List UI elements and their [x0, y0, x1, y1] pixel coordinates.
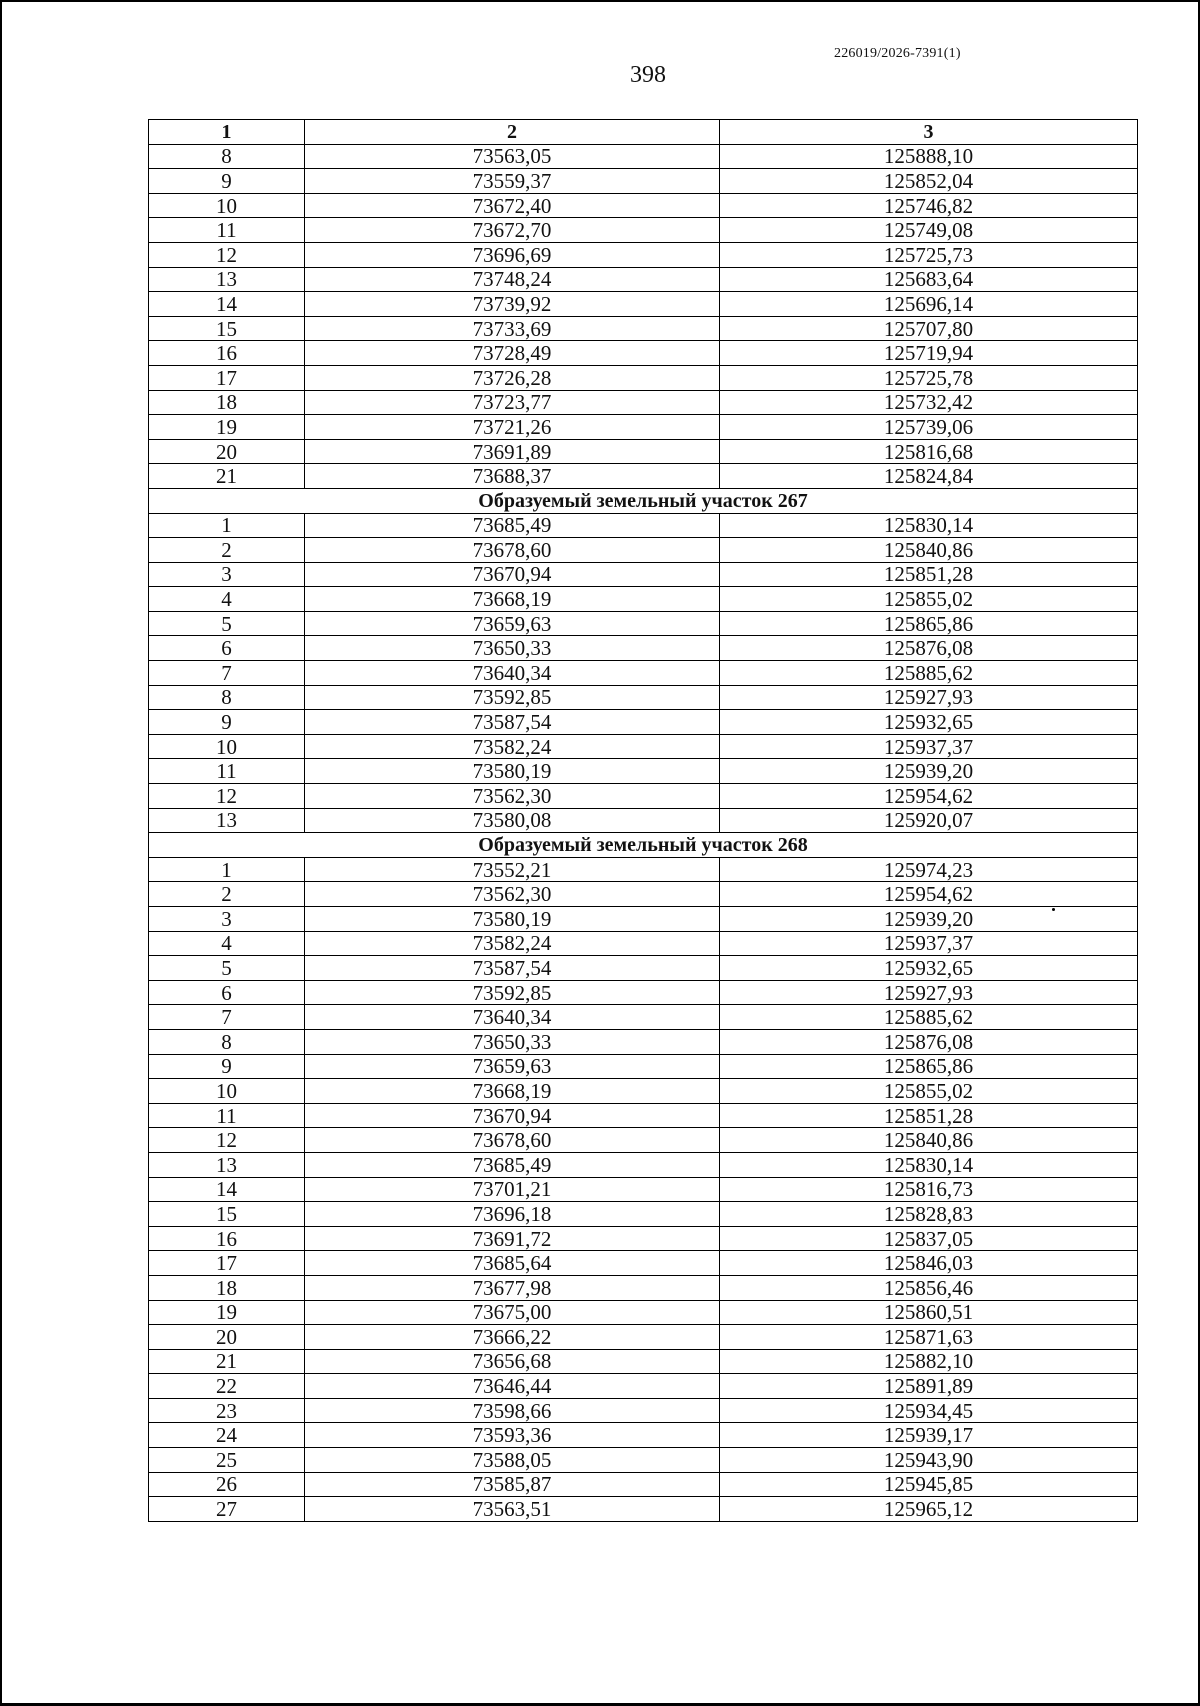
- x-coordinate-cell: 73696,18: [305, 1202, 720, 1227]
- x-coordinate-cell: 73691,72: [305, 1226, 720, 1251]
- table-row: [149, 636, 1138, 661]
- x-coordinate-cell: 73733,69: [305, 316, 720, 341]
- y-coordinate-cell: 125888,10: [720, 144, 1138, 169]
- table-row: [149, 1300, 1138, 1325]
- table-row: [149, 784, 1138, 809]
- x-coordinate-cell: 73552,21: [305, 857, 720, 882]
- x-coordinate-cell: 73670,94: [305, 1103, 720, 1128]
- table-row: [149, 857, 1138, 882]
- x-coordinate-cell: 73562,30: [305, 784, 720, 809]
- point-number-cell: 10: [149, 193, 305, 218]
- y-coordinate-cell: 125860,51: [720, 1300, 1138, 1325]
- table-row: [149, 316, 1138, 341]
- table-row: [149, 1005, 1138, 1030]
- x-coordinate-cell: 73646,44: [305, 1374, 720, 1399]
- point-number-cell: 25: [149, 1448, 305, 1473]
- scan-speck: [1052, 908, 1055, 911]
- y-coordinate-cell: 125885,62: [720, 1005, 1138, 1030]
- point-number-cell: 17: [149, 1251, 305, 1276]
- point-number-cell: 11: [149, 218, 305, 243]
- table-row: [149, 685, 1138, 710]
- point-number-cell: 6: [149, 636, 305, 661]
- x-coordinate-cell: 73666,22: [305, 1325, 720, 1350]
- y-coordinate-cell: 125746,82: [720, 193, 1138, 218]
- table-row: [149, 661, 1138, 686]
- coordinates-table-body: [149, 120, 1138, 1522]
- table-row: [149, 1423, 1138, 1448]
- table-row: [149, 931, 1138, 956]
- x-coordinate-cell: 73640,34: [305, 1005, 720, 1030]
- point-number-cell: 8: [149, 1029, 305, 1054]
- table-row: [149, 1349, 1138, 1374]
- table-row: [149, 611, 1138, 636]
- y-coordinate-cell: 125932,65: [720, 956, 1138, 981]
- y-coordinate-cell: 125891,89: [720, 1374, 1138, 1399]
- x-coordinate-cell: 73563,51: [305, 1497, 720, 1522]
- point-number-cell: 16: [149, 1226, 305, 1251]
- point-number-cell: 19: [149, 415, 305, 440]
- table-row: [149, 267, 1138, 292]
- point-number-cell: 17: [149, 365, 305, 390]
- y-coordinate-cell: 125851,28: [720, 1103, 1138, 1128]
- y-coordinate-cell: 125945,85: [720, 1472, 1138, 1497]
- table-row: [149, 1054, 1138, 1079]
- section-title: Образуемый земельный участок 268: [149, 833, 1138, 858]
- x-coordinate-cell: 73701,21: [305, 1177, 720, 1202]
- x-coordinate-cell: 73592,85: [305, 980, 720, 1005]
- document-code: 226019/2026-7391(1): [834, 46, 961, 61]
- y-coordinate-cell: 125937,37: [720, 931, 1138, 956]
- table-row: [149, 169, 1138, 194]
- x-coordinate-cell: 73672,40: [305, 193, 720, 218]
- point-number-cell: 27: [149, 1497, 305, 1522]
- table-row: [149, 1398, 1138, 1423]
- y-coordinate-cell: 125837,05: [720, 1226, 1138, 1251]
- point-number-cell: 15: [149, 1202, 305, 1227]
- x-coordinate-cell: 73580,19: [305, 759, 720, 784]
- x-coordinate-cell: 73675,00: [305, 1300, 720, 1325]
- x-coordinate-cell: 73650,33: [305, 1029, 720, 1054]
- table-row: [149, 218, 1138, 243]
- point-number-cell: 5: [149, 956, 305, 981]
- table-row: [149, 439, 1138, 464]
- x-coordinate-cell: 73580,19: [305, 907, 720, 932]
- x-coordinate-cell: 73678,60: [305, 1128, 720, 1153]
- y-coordinate-cell: 125954,62: [720, 784, 1138, 809]
- table-row: [149, 1374, 1138, 1399]
- table-row: [149, 882, 1138, 907]
- point-number-cell: 16: [149, 341, 305, 366]
- table-row: [149, 808, 1138, 833]
- table-row: [149, 1325, 1138, 1350]
- y-coordinate-cell: 125816,73: [720, 1177, 1138, 1202]
- y-coordinate-cell: 125920,07: [720, 808, 1138, 833]
- table-row: [149, 1103, 1138, 1128]
- y-coordinate-cell: 125830,14: [720, 513, 1138, 538]
- y-coordinate-cell: 125855,02: [720, 587, 1138, 612]
- x-coordinate-cell: 73563,05: [305, 144, 720, 169]
- point-number-cell: 12: [149, 242, 305, 267]
- table-row: [149, 1029, 1138, 1054]
- x-coordinate-cell: 73723,77: [305, 390, 720, 415]
- point-number-cell: 13: [149, 267, 305, 292]
- x-coordinate-cell: 73688,37: [305, 464, 720, 489]
- table-row: [149, 587, 1138, 612]
- y-coordinate-cell: 125885,62: [720, 661, 1138, 686]
- table-row: [149, 1226, 1138, 1251]
- point-number-cell: 18: [149, 1275, 305, 1300]
- y-coordinate-cell: 125939,20: [720, 759, 1138, 784]
- x-coordinate-cell: 73685,49: [305, 1152, 720, 1177]
- table-row: [149, 1275, 1138, 1300]
- y-coordinate-cell: 125927,93: [720, 980, 1138, 1005]
- table-row: [149, 390, 1138, 415]
- point-number-cell: 2: [149, 882, 305, 907]
- x-coordinate-cell: 73672,70: [305, 218, 720, 243]
- table-row: [149, 1497, 1138, 1522]
- x-coordinate-cell: 73685,64: [305, 1251, 720, 1276]
- section-header-row: [149, 833, 1138, 858]
- y-coordinate-cell: 125739,06: [720, 415, 1138, 440]
- table-row: [149, 365, 1138, 390]
- y-coordinate-cell: 125725,73: [720, 242, 1138, 267]
- table-row: [149, 464, 1138, 489]
- y-coordinate-cell: 125719,94: [720, 341, 1138, 366]
- x-coordinate-cell: 73588,05: [305, 1448, 720, 1473]
- y-coordinate-cell: 125974,23: [720, 857, 1138, 882]
- point-number-cell: 7: [149, 661, 305, 686]
- y-coordinate-cell: 125939,20: [720, 907, 1138, 932]
- table-row: [149, 1177, 1138, 1202]
- point-number-cell: 1: [149, 857, 305, 882]
- page-number: 398: [630, 62, 666, 88]
- point-number-cell: 9: [149, 710, 305, 735]
- y-coordinate-cell: 125830,14: [720, 1152, 1138, 1177]
- table-row: [149, 144, 1138, 169]
- table-row: [149, 193, 1138, 218]
- y-coordinate-cell: 125828,83: [720, 1202, 1138, 1227]
- point-number-cell: 10: [149, 1079, 305, 1104]
- point-number-cell: 20: [149, 439, 305, 464]
- x-coordinate-cell: 73691,89: [305, 439, 720, 464]
- point-number-cell: 20: [149, 1325, 305, 1350]
- page-border-top: [0, 0, 1200, 2]
- table-row: [149, 1251, 1138, 1276]
- table-row: [149, 1152, 1138, 1177]
- point-number-cell: 4: [149, 587, 305, 612]
- y-coordinate-cell: 125927,93: [720, 685, 1138, 710]
- coordinates-table: [148, 119, 1138, 1522]
- x-coordinate-cell: 73696,69: [305, 242, 720, 267]
- point-number-cell: 21: [149, 464, 305, 489]
- y-coordinate-cell: 125871,63: [720, 1325, 1138, 1350]
- point-number-cell: 12: [149, 784, 305, 809]
- column-header-3: 3: [720, 120, 1138, 145]
- point-number-cell: 11: [149, 1103, 305, 1128]
- y-coordinate-cell: 125856,46: [720, 1275, 1138, 1300]
- x-coordinate-cell: 73668,19: [305, 587, 720, 612]
- table-row: [149, 907, 1138, 932]
- table-row: [149, 1128, 1138, 1153]
- x-coordinate-cell: 73670,94: [305, 562, 720, 587]
- x-coordinate-cell: 73685,49: [305, 513, 720, 538]
- point-number-cell: 22: [149, 1374, 305, 1399]
- y-coordinate-cell: 125840,86: [720, 1128, 1138, 1153]
- table-row: [149, 759, 1138, 784]
- x-coordinate-cell: 73678,60: [305, 538, 720, 563]
- table-row: [149, 415, 1138, 440]
- x-coordinate-cell: 73677,98: [305, 1275, 720, 1300]
- point-number-cell: 10: [149, 734, 305, 759]
- x-coordinate-cell: 73587,54: [305, 710, 720, 735]
- y-coordinate-cell: 125876,08: [720, 636, 1138, 661]
- table-row: [149, 341, 1138, 366]
- y-coordinate-cell: 125749,08: [720, 218, 1138, 243]
- y-coordinate-cell: 125855,02: [720, 1079, 1138, 1104]
- x-coordinate-cell: 73656,68: [305, 1349, 720, 1374]
- y-coordinate-cell: 125965,12: [720, 1497, 1138, 1522]
- y-coordinate-cell: 125851,28: [720, 562, 1138, 587]
- y-coordinate-cell: 125725,78: [720, 365, 1138, 390]
- y-coordinate-cell: 125932,65: [720, 710, 1138, 735]
- table-row: [149, 1079, 1138, 1104]
- point-number-cell: 8: [149, 144, 305, 169]
- y-coordinate-cell: 125852,04: [720, 169, 1138, 194]
- x-coordinate-cell: 73659,63: [305, 611, 720, 636]
- y-coordinate-cell: 125943,90: [720, 1448, 1138, 1473]
- table-row: [149, 734, 1138, 759]
- y-coordinate-cell: 125824,84: [720, 464, 1138, 489]
- y-coordinate-cell: 125732,42: [720, 390, 1138, 415]
- point-number-cell: 7: [149, 1005, 305, 1030]
- table-row: [149, 710, 1138, 735]
- point-number-cell: 24: [149, 1423, 305, 1448]
- table-row: [149, 562, 1138, 587]
- point-number-cell: 13: [149, 1152, 305, 1177]
- x-coordinate-cell: 73640,34: [305, 661, 720, 686]
- table-row: [149, 1202, 1138, 1227]
- point-number-cell: 3: [149, 907, 305, 932]
- point-number-cell: 9: [149, 1054, 305, 1079]
- x-coordinate-cell: 73748,24: [305, 267, 720, 292]
- x-coordinate-cell: 73598,66: [305, 1398, 720, 1423]
- y-coordinate-cell: 125846,03: [720, 1251, 1138, 1276]
- table-row: [149, 956, 1138, 981]
- table-row: [149, 538, 1138, 563]
- point-number-cell: 9: [149, 169, 305, 194]
- y-coordinate-cell: 125882,10: [720, 1349, 1138, 1374]
- x-coordinate-cell: 73582,24: [305, 931, 720, 956]
- y-coordinate-cell: 125816,68: [720, 439, 1138, 464]
- y-coordinate-cell: 125696,14: [720, 292, 1138, 317]
- x-coordinate-cell: 73592,85: [305, 685, 720, 710]
- point-number-cell: 11: [149, 759, 305, 784]
- point-number-cell: 12: [149, 1128, 305, 1153]
- table-row: [149, 1472, 1138, 1497]
- section-header-row: [149, 488, 1138, 513]
- y-coordinate-cell: 125865,86: [720, 1054, 1138, 1079]
- point-number-cell: 26: [149, 1472, 305, 1497]
- x-coordinate-cell: 73562,30: [305, 882, 720, 907]
- table-row: [149, 242, 1138, 267]
- column-header-1: 1: [149, 120, 305, 145]
- x-coordinate-cell: 73668,19: [305, 1079, 720, 1104]
- section-title: Образуемый земельный участок 267: [149, 488, 1138, 513]
- y-coordinate-cell: 125865,86: [720, 611, 1138, 636]
- point-number-cell: 13: [149, 808, 305, 833]
- table-row: [149, 980, 1138, 1005]
- point-number-cell: 6: [149, 980, 305, 1005]
- x-coordinate-cell: 73728,49: [305, 341, 720, 366]
- x-coordinate-cell: 73585,87: [305, 1472, 720, 1497]
- point-number-cell: 2: [149, 538, 305, 563]
- table-row: [149, 292, 1138, 317]
- x-coordinate-cell: 73593,36: [305, 1423, 720, 1448]
- point-number-cell: 23: [149, 1398, 305, 1423]
- x-coordinate-cell: 73587,54: [305, 956, 720, 981]
- y-coordinate-cell: 125934,45: [720, 1398, 1138, 1423]
- point-number-cell: 21: [149, 1349, 305, 1374]
- table-header-row: [149, 120, 1138, 145]
- point-number-cell: 5: [149, 611, 305, 636]
- column-header-2: 2: [305, 120, 720, 145]
- point-number-cell: 14: [149, 292, 305, 317]
- x-coordinate-cell: 73659,63: [305, 1054, 720, 1079]
- x-coordinate-cell: 73739,92: [305, 292, 720, 317]
- y-coordinate-cell: 125876,08: [720, 1029, 1138, 1054]
- point-number-cell: 18: [149, 390, 305, 415]
- point-number-cell: 8: [149, 685, 305, 710]
- x-coordinate-cell: 73559,37: [305, 169, 720, 194]
- table-row: [149, 513, 1138, 538]
- table-row: [149, 1448, 1138, 1473]
- point-number-cell: 14: [149, 1177, 305, 1202]
- point-number-cell: 4: [149, 931, 305, 956]
- x-coordinate-cell: 73580,08: [305, 808, 720, 833]
- page-border-left: [0, 0, 2, 1706]
- point-number-cell: 3: [149, 562, 305, 587]
- y-coordinate-cell: 125683,64: [720, 267, 1138, 292]
- y-coordinate-cell: 125840,86: [720, 538, 1138, 563]
- point-number-cell: 19: [149, 1300, 305, 1325]
- point-number-cell: 15: [149, 316, 305, 341]
- point-number-cell: 1: [149, 513, 305, 538]
- y-coordinate-cell: 125707,80: [720, 316, 1138, 341]
- x-coordinate-cell: 73721,26: [305, 415, 720, 440]
- y-coordinate-cell: 125937,37: [720, 734, 1138, 759]
- y-coordinate-cell: 125954,62: [720, 882, 1138, 907]
- x-coordinate-cell: 73582,24: [305, 734, 720, 759]
- x-coordinate-cell: 73726,28: [305, 365, 720, 390]
- x-coordinate-cell: 73650,33: [305, 636, 720, 661]
- y-coordinate-cell: 125939,17: [720, 1423, 1138, 1448]
